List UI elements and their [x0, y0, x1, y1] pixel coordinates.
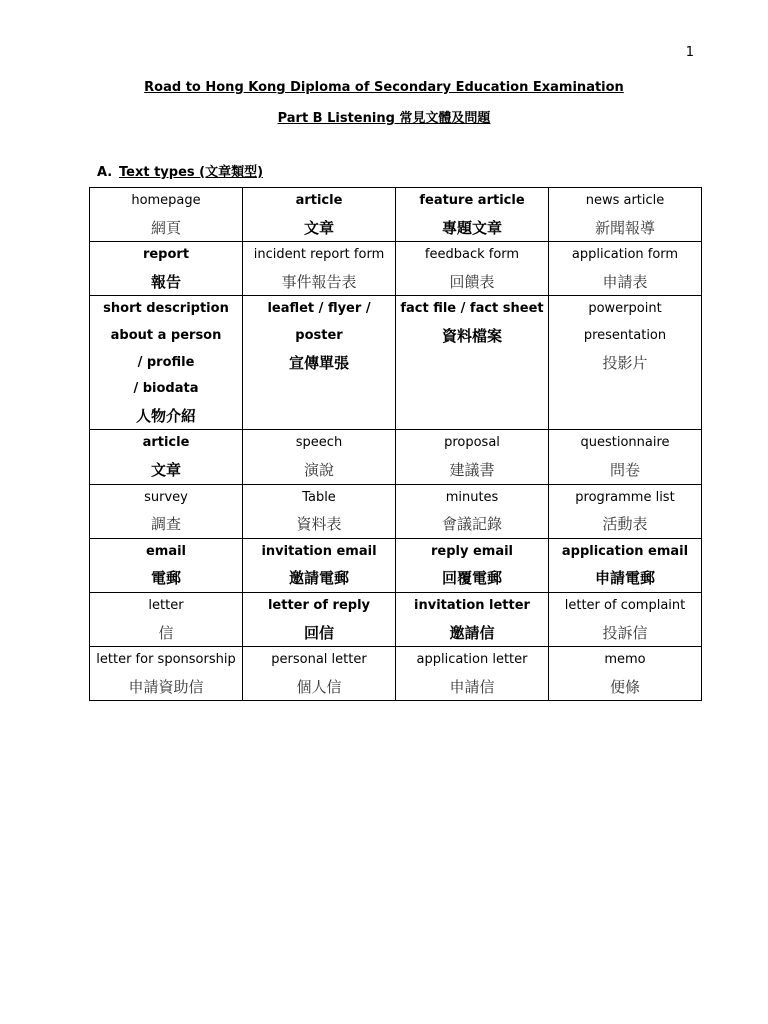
- table-cell: [243, 188, 396, 242]
- table-row: [90, 188, 702, 242]
- table-cell: [396, 188, 549, 242]
- text-type-english: minutes: [445, 489, 499, 505]
- table-row: [90, 296, 702, 430]
- text-type-english: invitation email: [261, 543, 377, 559]
- text-type-chinese: 調查: [150, 515, 181, 534]
- text-type-english: letter of reply: [267, 597, 371, 613]
- table-cell: [90, 296, 243, 430]
- text-type-chinese: 事件報告表: [281, 272, 357, 291]
- text-type-chinese: 新聞報導: [594, 218, 655, 237]
- text-type-english: proposal: [444, 435, 500, 451]
- text-type-english: Table: [302, 489, 336, 505]
- document-title: Road to Hong Kong Diploma of Secondary Education Examination: [144, 80, 624, 95]
- text-type-english: reply email: [430, 543, 514, 559]
- table-cell: [396, 242, 549, 296]
- text-type-english: about a person: [110, 327, 222, 343]
- text-type-english: incident report form: [253, 247, 385, 263]
- document-subtitle: Part B Listening 常見文體及問題: [277, 111, 491, 126]
- text-type-english: letter of complaint: [564, 597, 686, 613]
- table-cell: [90, 430, 243, 484]
- table-row: [90, 647, 702, 701]
- text-type-chinese: 申請資助信: [128, 677, 204, 696]
- table-cell: [243, 647, 396, 701]
- table-cell: [549, 538, 702, 592]
- text-type-chinese: 人物介紹: [135, 406, 196, 425]
- text-type-english: personal letter: [271, 652, 367, 668]
- section-heading: [97, 161, 263, 180]
- text-type-english: homepage: [131, 193, 201, 208]
- table-cell: [549, 430, 702, 484]
- table-row: [90, 592, 702, 646]
- text-type-chinese: 資料檔案: [441, 326, 502, 345]
- text-type-english: letter for sponsorship: [96, 652, 236, 668]
- text-type-english: article: [142, 435, 190, 451]
- table-cell: [549, 188, 702, 242]
- text-type-english: report: [142, 247, 190, 263]
- text-type-chinese: 宣傳單張: [288, 353, 349, 372]
- text-type-chinese: 資料表: [296, 515, 342, 534]
- table-cell: [243, 538, 396, 592]
- text-type-english: fact file / fact sheet: [400, 301, 544, 317]
- table-cell: [549, 592, 702, 646]
- text-type-chinese: 報告: [150, 272, 181, 291]
- text-type-chinese: 申請信: [449, 677, 495, 696]
- table-cell: [396, 592, 549, 646]
- text-type-english: survey: [144, 489, 188, 505]
- text-type-chinese: 投影片: [602, 353, 648, 372]
- text-type-chinese: 信: [158, 623, 174, 642]
- text-type-chinese: 建議書: [449, 460, 495, 479]
- table-cell: [243, 242, 396, 296]
- table-cell: [396, 484, 549, 538]
- table-cell: [90, 538, 243, 592]
- text-type-chinese: 個人信: [296, 677, 342, 696]
- text-type-english: leaflet / flyer / poster: [267, 301, 371, 343]
- text-type-english: application email: [561, 543, 689, 559]
- page-number: 1: [685, 45, 694, 60]
- text-type-english: powerpoint: [588, 301, 662, 317]
- text-type-chinese: 演說: [303, 460, 334, 479]
- table-cell: [90, 242, 243, 296]
- section-label: Text types (文章類型): [119, 165, 264, 180]
- table-cell: [90, 592, 243, 646]
- text-type-english: short description: [103, 301, 229, 317]
- text-type-chinese: 回覆電郵: [441, 569, 502, 588]
- text-type-english: questionnaire: [580, 435, 670, 451]
- text-type-english: speech: [295, 435, 343, 451]
- table-cell: [549, 242, 702, 296]
- table-cell: [549, 484, 702, 538]
- text-type-chinese: 申請表: [602, 272, 648, 291]
- table-cell: [549, 296, 702, 430]
- text-type-chinese: 文章: [303, 218, 334, 237]
- text-type-chinese: 投訴信: [602, 623, 648, 642]
- table-cell: [243, 430, 396, 484]
- text-type-english: article: [295, 193, 343, 208]
- text-type-chinese: 問卷: [609, 460, 640, 479]
- text-type-english: news article: [585, 193, 665, 208]
- text-type-chinese: 專題文章: [441, 218, 502, 237]
- text-type-chinese: 邀請信: [449, 623, 495, 642]
- text-type-chinese: 會議記錄: [441, 515, 502, 534]
- text-type-english: email: [145, 543, 187, 559]
- table-cell: [90, 484, 243, 538]
- section-marker: A.: [97, 165, 113, 180]
- table-cell: [396, 538, 549, 592]
- table-row: [90, 538, 702, 592]
- table-row: [90, 484, 702, 538]
- text-type-english: programme list: [575, 489, 675, 505]
- text-type-chinese: 回信: [303, 623, 334, 642]
- table-cell: [90, 647, 243, 701]
- text-type-chinese: 申請電郵: [594, 569, 655, 588]
- text-type-chinese: 回饋表: [449, 272, 495, 291]
- text-type-english: feedback form: [424, 247, 520, 263]
- table-row: [90, 430, 702, 484]
- text-type-english: / profile: [137, 354, 195, 370]
- table-cell: [243, 296, 396, 430]
- table-cell: [396, 296, 549, 430]
- text-type-english: invitation letter: [414, 597, 530, 613]
- text-type-english: application form: [571, 247, 679, 263]
- table-cell: [90, 188, 243, 242]
- text-types-table: [89, 187, 702, 701]
- text-type-chinese: 活動表: [602, 515, 648, 534]
- text-type-chinese: 文章: [150, 460, 181, 479]
- text-type-chinese: 便條: [609, 677, 640, 696]
- table-cell: [243, 484, 396, 538]
- text-type-chinese: 網頁: [150, 218, 181, 237]
- text-type-english: letter: [148, 597, 184, 613]
- table-cell: [396, 647, 549, 701]
- text-type-english: application letter: [416, 652, 528, 668]
- text-type-english: presentation: [583, 327, 667, 343]
- table-row: [90, 242, 702, 296]
- text-type-chinese: 電郵: [150, 569, 181, 588]
- text-type-english: memo: [604, 652, 646, 668]
- table-cell: [549, 647, 702, 701]
- text-type-english: / biodata: [133, 381, 199, 397]
- text-types-body: [90, 188, 702, 701]
- table-cell: [243, 592, 396, 646]
- text-type-chinese: 邀請電郵: [288, 569, 349, 588]
- table-cell: [396, 430, 549, 484]
- text-type-english: feature article: [419, 193, 525, 208]
